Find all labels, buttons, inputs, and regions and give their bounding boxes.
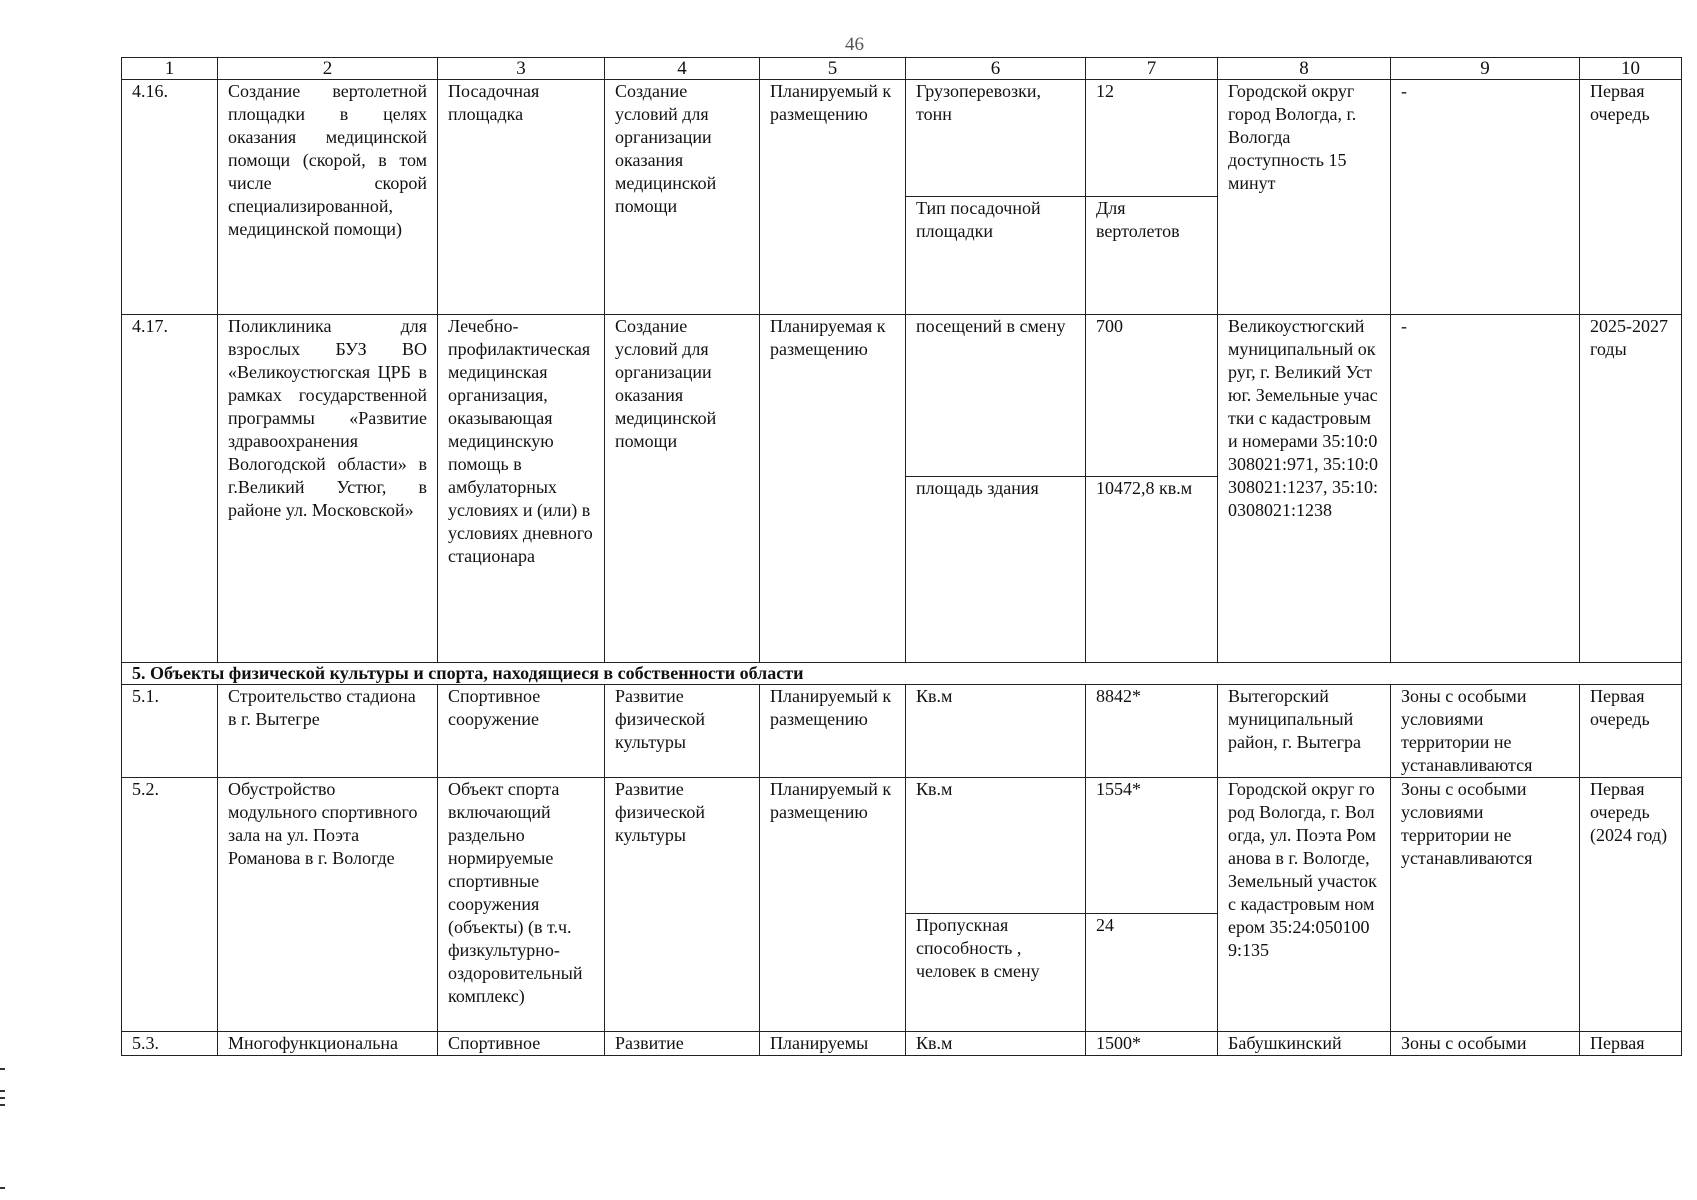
- implementation-stage: Первая очередь (2024 год): [1580, 778, 1682, 1032]
- object-location: Великоустюгский муниципальный округ, г. Великий Устюг. Земельные участки с кадастровыми номерами 35:10:0308021:971, 35:10:0308021:1237, 35:10:0308021:1238: [1218, 315, 1391, 663]
- implementation-stage: Первая очередь: [1580, 80, 1682, 315]
- parameter-value: 700: [1086, 315, 1218, 477]
- table-row: [122, 315, 1682, 477]
- parameter-value: 10472,8 кв.м: [1086, 477, 1218, 663]
- row-number: 4.17.: [122, 315, 218, 663]
- special-zones: -: [1391, 80, 1580, 315]
- column-header: 4: [605, 58, 760, 80]
- parameter-value: 1500*: [1086, 1032, 1218, 1056]
- column-header: 3: [438, 58, 605, 80]
- margin-mark: [0, 1090, 5, 1092]
- special-zones: Зоны с особыми условиями территории не устанавливаются: [1391, 778, 1580, 1032]
- column-header: 6: [906, 58, 1086, 80]
- section-title: 5. Объекты физической культуры и спорта, находящиеся в собственности области: [122, 663, 1682, 685]
- object-name: Поликлиника для взрослых БУЗ ВО «Великоустюгская ЦРБ в рамках государственной программы «Развитие здравоохранения Вологодской области» в г.Великий Устюг, в районе ул. Московской»: [218, 315, 438, 663]
- object-purpose: Развитие физической культуры: [605, 685, 760, 778]
- parameter-value: 24: [1086, 914, 1218, 1032]
- parameter-name: Кв.м: [906, 1032, 1086, 1056]
- object-location: Городской округ город Вологда, г. Вологда, ул. Поэта Романова в г. Вологде, Земельный участок с кадастровым номером 35:24:0501009:135: [1218, 778, 1391, 1032]
- margin-mark: [0, 1104, 5, 1106]
- column-header: 9: [1391, 58, 1580, 80]
- object-location: Городской округ город Вологда, г. Вологда доступность 15 минут: [1218, 80, 1391, 315]
- column-header: 10: [1580, 58, 1682, 80]
- column-header: 7: [1086, 58, 1218, 80]
- implementation-stage: 2025-2027 годы: [1580, 315, 1682, 663]
- parameter-name: площадь здания: [906, 477, 1086, 663]
- row-number: 4.16.: [122, 80, 218, 315]
- object-location: Бабушкинский: [1218, 1032, 1391, 1056]
- column-header: 1: [122, 58, 218, 80]
- parameter-name: Тип посадочной площадки: [906, 197, 1086, 315]
- table-row: [122, 1032, 1682, 1056]
- parameter-name: посещений в смену: [906, 315, 1086, 477]
- table-row: [122, 685, 1682, 778]
- object-name: Создание вертолетной площадки в целях оказания медицинской помощи (скорой, в том числе скорой специализированной, медицинской помощи): [218, 80, 438, 315]
- special-zones: -: [1391, 315, 1580, 663]
- margin-mark: [0, 1068, 5, 1070]
- margin-mark: [0, 1187, 5, 1189]
- implementation-stage: Первая очередь: [1580, 685, 1682, 778]
- object-status: Планируемая к размещению: [760, 315, 906, 663]
- object-type: Объект спорта включающий раздельно нормируемые спортивные сооружения (объекты) (в т.ч. физкультурно-оздоровительный комплекс): [438, 778, 605, 1032]
- row-number: 5.1.: [122, 685, 218, 778]
- special-zones: Зоны с особыми: [1391, 1032, 1580, 1056]
- row-number: 5.3.: [122, 1032, 218, 1056]
- table-row: [122, 80, 1682, 197]
- column-header: 2: [218, 58, 438, 80]
- object-type: Спортивное: [438, 1032, 605, 1056]
- object-name: Обустройство модульного спортивного зала на ул. Поэта Романова в г. Вологде: [218, 778, 438, 1032]
- object-type: Посадочная площадка: [438, 80, 605, 315]
- margin-mark: [0, 1097, 5, 1099]
- object-status: Планируемый к размещению: [760, 685, 906, 778]
- column-number-row: [122, 58, 1682, 80]
- object-purpose: Развитие: [605, 1032, 760, 1056]
- object-status: Планируемы: [760, 1032, 906, 1056]
- objects-table: [121, 57, 1682, 1056]
- object-type: Спортивное сооружение: [438, 685, 605, 778]
- parameter-value: 12: [1086, 80, 1218, 197]
- parameter-value: 8842*: [1086, 685, 1218, 778]
- column-header: 8: [1218, 58, 1391, 80]
- parameter-value: 1554*: [1086, 778, 1218, 914]
- implementation-stage: Первая: [1580, 1032, 1682, 1056]
- row-number: 5.2.: [122, 778, 218, 1032]
- parameter-name: Грузоперевозки, тонн: [906, 80, 1086, 197]
- object-name: Строительство стадиона в г. Вытегре: [218, 685, 438, 778]
- object-location: Вытегорский муниципальный район, г. Вытегра: [1218, 685, 1391, 778]
- object-type: Лечебно-профилактическая медицинская организация, оказывающая медицинскую помощь в амбулаторных условиях и (или) в условиях дневного стационара: [438, 315, 605, 663]
- object-purpose: Создание условий для организации оказания медицинской помощи: [605, 315, 760, 663]
- object-purpose: Развитие физической культуры: [605, 778, 760, 1032]
- object-status: Планируемый к размещению: [760, 80, 906, 315]
- parameter-name: Кв.м: [906, 778, 1086, 914]
- object-name: Многофункциональна: [218, 1032, 438, 1056]
- parameter-value: Для вертолетов: [1086, 197, 1218, 315]
- column-header: 5: [760, 58, 906, 80]
- object-purpose: Создание условий для организации оказания медицинской помощи: [605, 80, 760, 315]
- page-number: 46: [845, 34, 864, 55]
- special-zones: Зоны с особыми условиями территории не устанавливаются: [1391, 685, 1580, 778]
- table-row: [122, 778, 1682, 914]
- section-row: [122, 663, 1682, 685]
- parameter-name: Пропускная способность , человек в смену: [906, 914, 1086, 1032]
- parameter-name: Кв.м: [906, 685, 1086, 778]
- object-status: Планируемый к размещению: [760, 778, 906, 1032]
